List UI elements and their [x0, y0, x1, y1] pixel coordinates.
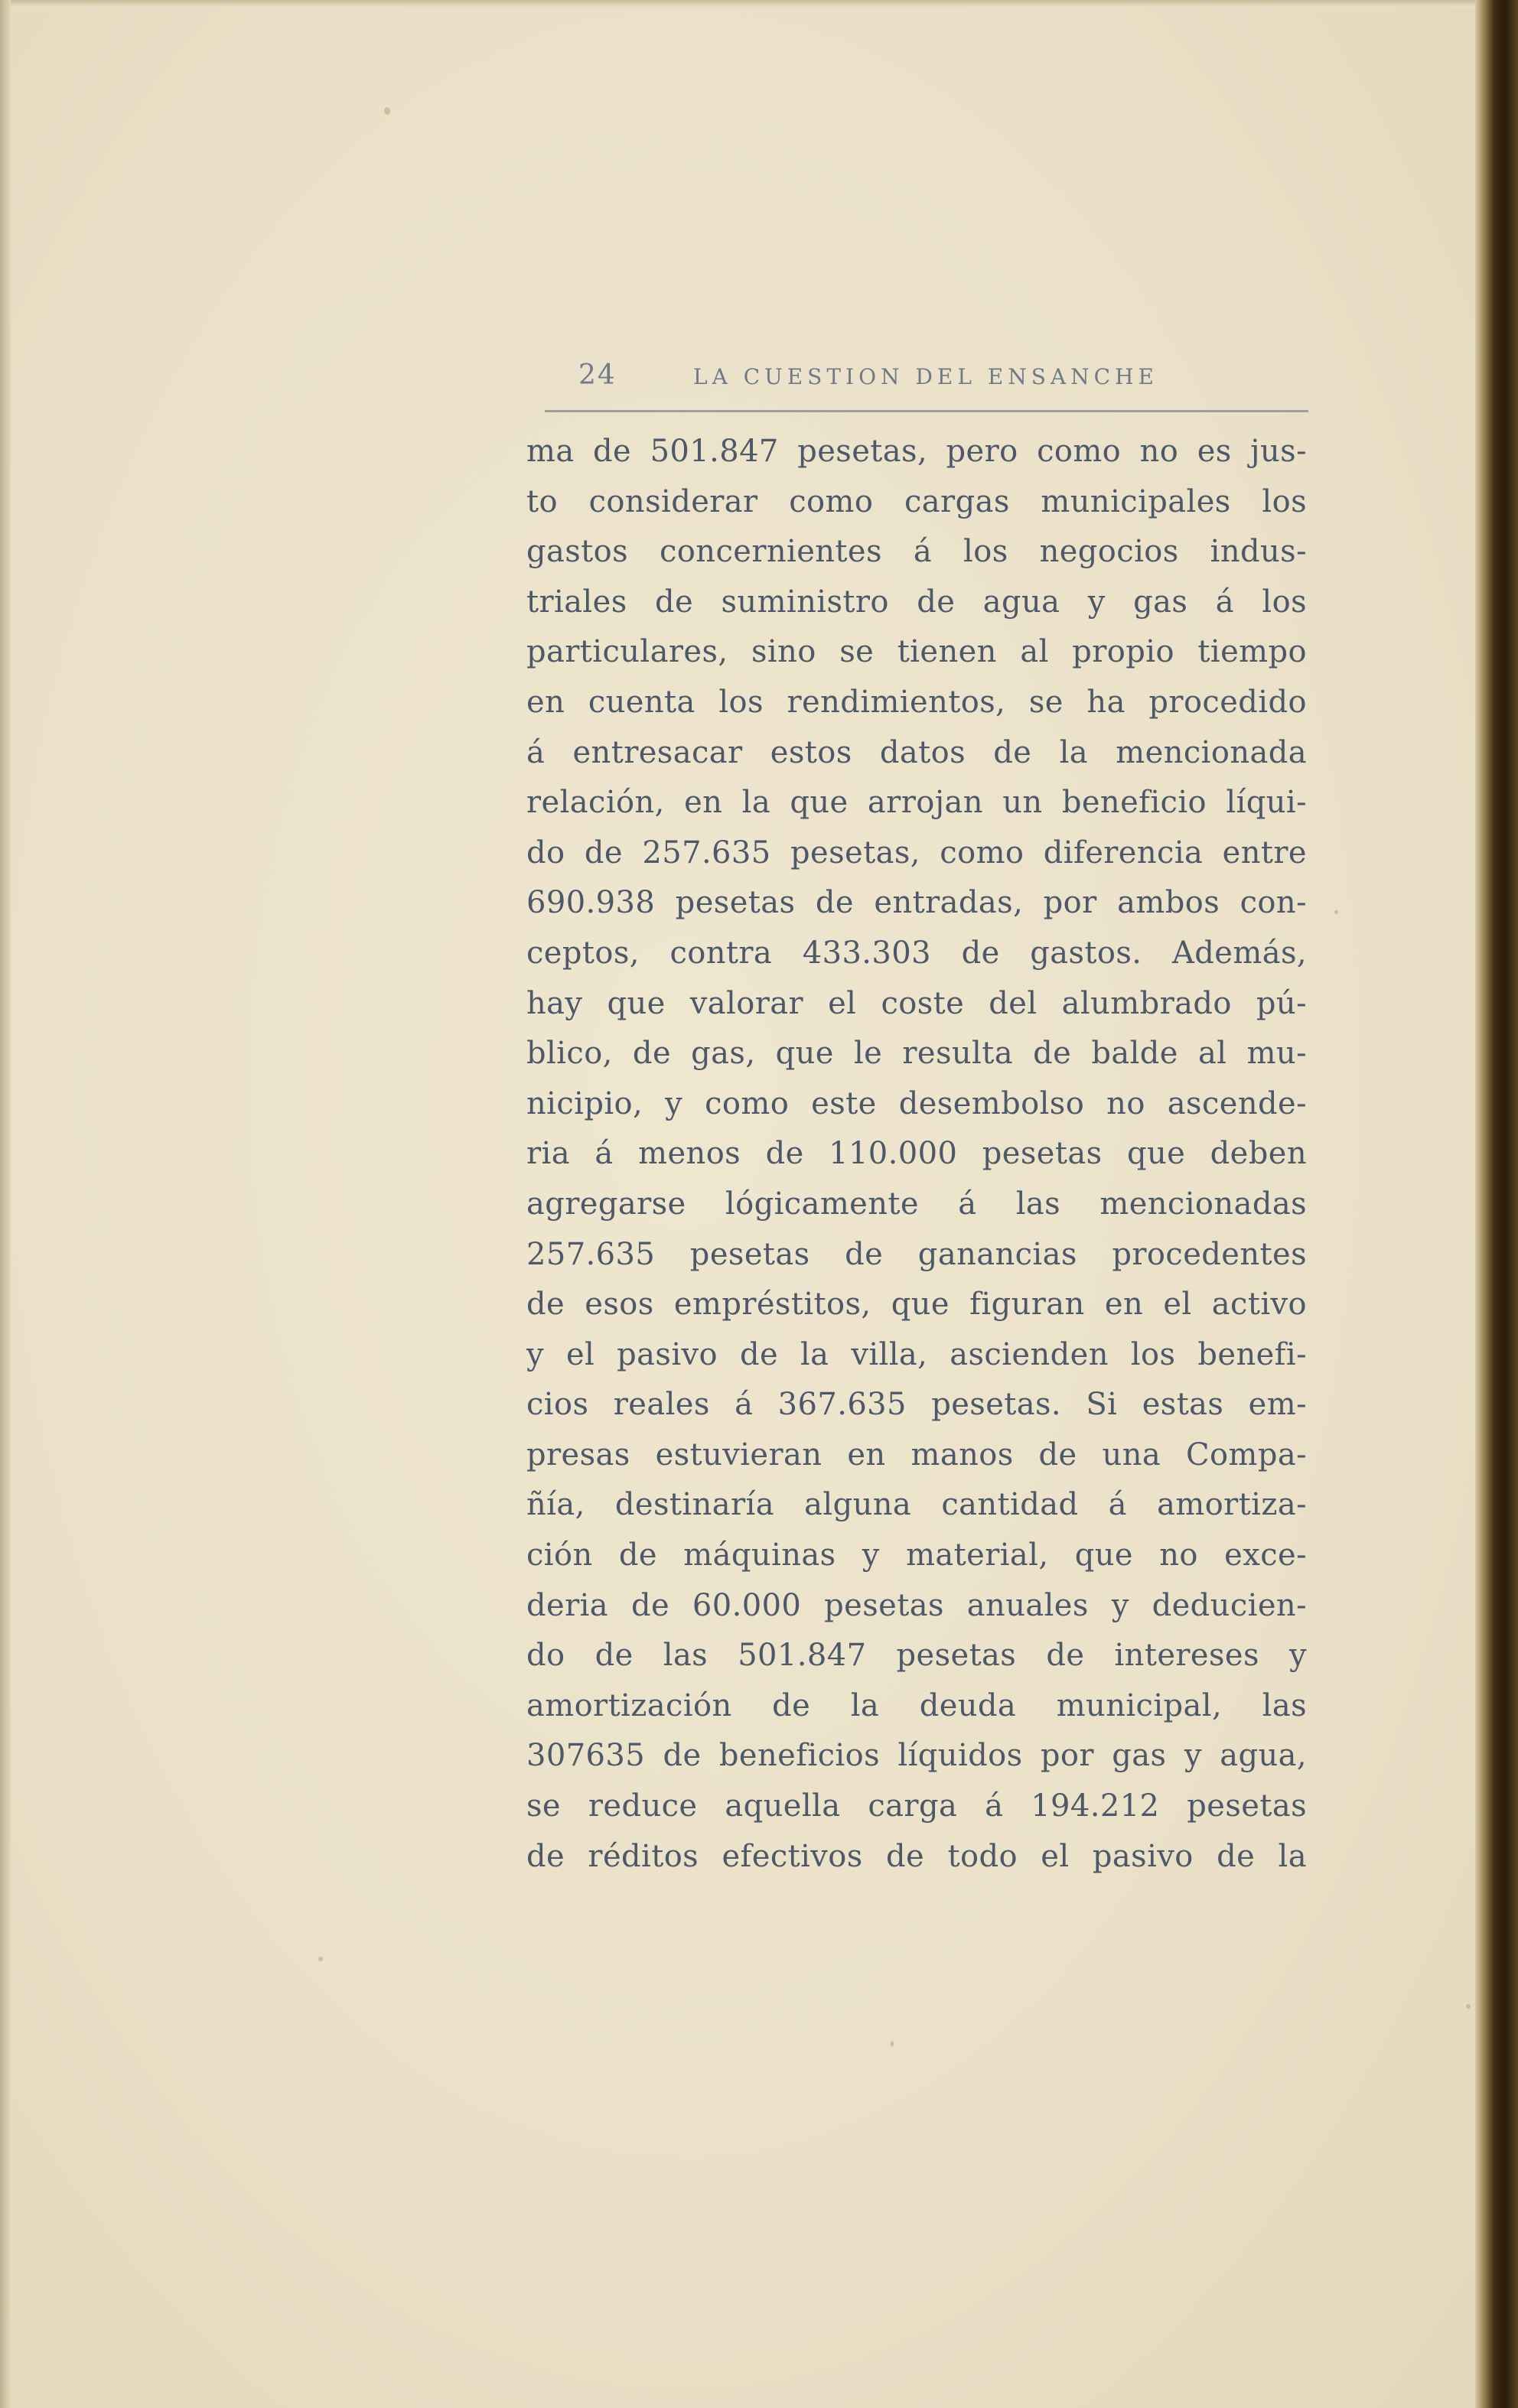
text-line: relación, en la que arrojan un beneficio líqui-: [526, 785, 1307, 821]
text-line: blico, de gas, que le resulta de balde al mu-: [526, 1036, 1307, 1072]
page-header: [578, 360, 1267, 398]
book-spine-shadow: [1475, 0, 1518, 2408]
paper-speck: [1466, 2004, 1471, 2009]
paper-speck: [318, 1957, 323, 1961]
text-line: gastos concernientes á los negocios indus-: [526, 534, 1307, 570]
text-line: ceptos, contra 433.303 de gastos. Además,: [526, 935, 1307, 971]
page-top-edge: [0, 0, 1518, 8]
paper-speck: [1334, 910, 1338, 914]
paper-speck: [384, 107, 390, 115]
text-line: agregarse lógicamente á las mencionadas: [526, 1186, 1307, 1222]
text-line: amortización de la deuda municipal, las: [526, 1687, 1307, 1723]
body-text: [526, 427, 1307, 1882]
text-line: do de 257.635 pesetas, como diferencia entre: [526, 835, 1307, 870]
page-left-edge: [0, 0, 11, 2408]
text-line: cios reales á 367.635 pesetas. Si estas em-: [526, 1387, 1307, 1423]
text-line: se reduce aquella carga á 194.212 pesetas: [526, 1788, 1307, 1824]
text-line: 690.938 pesetas de entradas, por ambos con-: [526, 885, 1307, 921]
text-line: particulares, sino se tienen al propio tiempo: [526, 634, 1307, 670]
text-line: de esos empréstitos, que figuran en el activo: [526, 1287, 1307, 1323]
text-line: presas estuvieran en manos de una Compa-: [526, 1437, 1307, 1472]
text-line: do de las 501.847 pesetas de intereses y: [526, 1638, 1307, 1674]
text-line: triales de suministro de agua y gas á los: [526, 584, 1307, 620]
text-line: en cuenta los rendimientos, se ha procedido: [526, 684, 1307, 720]
header-rule: [545, 410, 1308, 412]
text-line: deria de 60.000 pesetas anuales y deducien-: [526, 1587, 1307, 1623]
text-line: ñía, destinaría alguna cantidad á amortiza-: [526, 1487, 1307, 1523]
text-line: to considerar como cargas municipales los: [526, 483, 1307, 519]
text-line: 257.635 pesetas de ganancias procedentes: [526, 1236, 1307, 1272]
text-line: hay que valorar el coste del alumbrado pú-: [526, 985, 1307, 1021]
text-line: á entresacar estos datos de la mencionada: [526, 734, 1307, 770]
text-line: ma de 501.847 pesetas, pero como no es jus-: [526, 434, 1307, 469]
text-line: 307635 de beneficios líquidos por gas y agua,: [526, 1738, 1307, 1774]
text-line: y el pasivo de la villa, ascienden los benefi-: [526, 1336, 1307, 1372]
text-line: ria á menos de 110.000 pesetas que deben: [526, 1136, 1307, 1172]
text-line: nicipio, y como este desembolso no ascende-: [526, 1085, 1307, 1121]
text-line: de réditos efectivos de todo el pasivo de la: [526, 1838, 1307, 1874]
text-line: ción de máquinas y material, que no exce-: [526, 1538, 1307, 1573]
paper-speck: [891, 2041, 894, 2047]
page-number: 24: [578, 360, 617, 391]
running-title: LA CUESTION DEL ENSANCHE: [693, 364, 1158, 389]
